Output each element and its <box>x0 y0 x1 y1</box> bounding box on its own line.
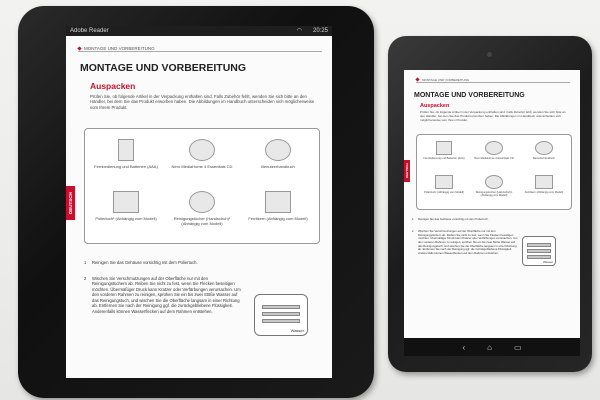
item-glove <box>167 191 237 226</box>
cleaning-illustration <box>522 236 556 266</box>
section-heading: Auspacken <box>420 103 450 109</box>
android-navigation-bar <box>404 338 580 356</box>
status-bar <box>66 26 332 36</box>
home-icon[interactable]: ⌂ <box>487 342 492 352</box>
item-cd <box>471 141 517 160</box>
step-text: Wischen Sie Verschmutzungen auf der Oberfläche nur mit den Reinigungstüchern ab. Reiben Sie nicht zu fest, wenn Sie Flecken beseitigen möchten. Übermäßiger Druck kann Kratzer oder Verfärbungen verursachen. Um den vorderen Rahmen zu reinigen, sprühen Sie ein bis zwei Stöße Wasser auf das Reinigungstuch, und wischen Sie die Oberfläche langsam in einer Richtung ab. Entfernen Sie nach der Reinigung ggf. die zurückgebliebene Flüssigkeit. Anderenfalls können Wasserflecken auf dem Rahmen entstehen. <box>418 229 518 255</box>
remote-icon <box>436 141 452 155</box>
manual-icon <box>535 141 553 155</box>
step-number: 2 <box>84 276 87 281</box>
package-contents-box <box>84 128 320 244</box>
running-header-text: MONTAGE UND VORBEREITUNG <box>422 78 470 82</box>
cleaning-illustration <box>254 294 308 336</box>
step-2 <box>84 276 242 314</box>
diamond-icon <box>77 46 81 50</box>
running-header-text: MONTAGE UND VORBEREITUNG <box>84 46 155 51</box>
glove-icon <box>189 191 215 213</box>
step-1 <box>84 260 242 265</box>
illustration-label: Wasser <box>290 328 304 333</box>
item-glove <box>471 175 517 197</box>
document-page[interactable] <box>66 36 332 378</box>
ferrite-icon <box>535 175 553 189</box>
step-1 <box>412 217 518 222</box>
camera-icon <box>487 52 492 57</box>
item-label: Reinigungstücher (Handschuh)¹ (Abhängig vom Modell) <box>173 216 231 226</box>
item-label: Nero MediaHome 4 Essentials CD <box>474 157 514 160</box>
illustration-label: Wasser <box>542 260 553 264</box>
item-label: Benutzerhandbuch <box>261 164 295 169</box>
item-label: Fernbedienung und Batterien (AAA) <box>423 157 465 160</box>
large-tablet-screen <box>66 26 332 378</box>
page-title: MONTAGE UND VORBEREITUNG <box>80 62 247 74</box>
item-label: Poliertuch¹ (Abhängig vom Modell) <box>95 216 157 221</box>
page-title: MONTAGE UND VORBEREITUNG <box>414 92 525 99</box>
cloth-icon <box>435 175 453 189</box>
diamond-icon <box>415 77 419 81</box>
item-ferrite <box>521 175 567 194</box>
ferrite-icon <box>265 191 291 213</box>
step-number: 1 <box>84 260 87 265</box>
package-contents-box <box>416 134 572 210</box>
wifi-icon: ◠ <box>296 28 302 34</box>
language-tab: DEUTSCH <box>404 160 410 182</box>
intro-paragraph: Prüfen Sie, ob folgende Artikel in der Verpackung enthalten sind. Falls Zubehör fehlt, wenden Sie sich bitte an den Händler, bei dem Sie das Produkt erworben haben. Die Abbildungen im Handbuch unterscheiden sich möglicherweise vom Ihrem Produkt. <box>420 110 566 122</box>
intro-paragraph: Prüfen Sie, ob folgende Artikel in der Verpackung enthalten sind. Falls Zubehör fehlt, wenden Sie sich bitte an den Händler, bei dem Sie das Produkt erworben haben. Die Abbildungen im Handbuch unterscheiden sich möglicherweise vom Ihrem Produkt. <box>90 94 315 110</box>
item-label: Nero MediaHome 4 Essentials CD <box>171 164 233 169</box>
manual-icon <box>265 139 291 161</box>
item-ferrite <box>243 191 313 221</box>
item-label: Reinigungstücher (Handschuh)¹ (Abhängig vom Modell) <box>475 191 513 197</box>
running-header <box>78 46 322 52</box>
small-tablet-screen <box>404 70 580 356</box>
language-tab: DEUTSCH <box>66 186 75 220</box>
clock: 20:25 <box>312 28 328 34</box>
item-label: Ferritkern (Abhängig vom Modell) <box>524 191 564 194</box>
step-2 <box>412 229 518 255</box>
running-header <box>416 78 570 83</box>
app-name: Adobe Reader <box>70 28 109 34</box>
glove-icon <box>485 175 503 189</box>
item-manual <box>521 141 567 160</box>
item-label: Fernbedienung und Batterien (AAA) <box>94 164 158 169</box>
cloth-icon <box>113 191 139 213</box>
item-remote <box>421 141 467 160</box>
item-label: Benutzerhandbuch <box>533 157 555 160</box>
step-text: Wischen Sie Verschmutzungen auf der Oberfläche nur mit den Reinigungstüchern ab. Reiben Sie nicht zu fest, wenn Sie Flecken beseitigen möchten. Übermäßiger Druck kann Kratzer oder Verfärbungen verursachen. Um den vorderen Rahmen zu reinigen, sprühen Sie ein bis zwei Stöße Wasser auf das Reinigungstuch, und wischen Sie die Oberfläche langsam in einer Richtung ab. Entfernen Sie nach der Reinigung ggf. die zurückgebliebene Flüssigkeit. Anderenfalls können Wasserflecken auf dem Rahmen entstehen. <box>92 276 241 314</box>
item-cd <box>167 139 237 169</box>
step-text: Reinigen Sie das Gehäuse vorsichtig mit dem Poliertuch. <box>418 217 489 221</box>
remote-icon <box>118 139 134 161</box>
small-tablet <box>388 36 592 372</box>
item-cloth <box>421 175 467 194</box>
item-remote <box>91 139 161 169</box>
large-tablet <box>18 6 374 398</box>
cd-icon <box>189 139 215 161</box>
document-page[interactable] <box>404 70 580 338</box>
step-text: Reinigen Sie das Gehäuse vorsichtig mit dem Poliertuch. <box>92 260 198 265</box>
recent-apps-icon[interactable]: ▭ <box>513 342 522 352</box>
item-manual <box>243 139 313 169</box>
section-heading: Auspacken <box>90 81 136 91</box>
item-label: Ferritkern (Abhängig vom Modell) <box>248 216 308 221</box>
item-cloth <box>91 191 161 221</box>
step-number: 2 <box>412 229 414 233</box>
item-label: Poliertuch¹ (Abhängig vom Modell) <box>424 191 464 194</box>
cd-icon <box>485 141 503 155</box>
step-number: 1 <box>412 217 414 221</box>
back-icon[interactable]: ‹ <box>462 342 466 352</box>
